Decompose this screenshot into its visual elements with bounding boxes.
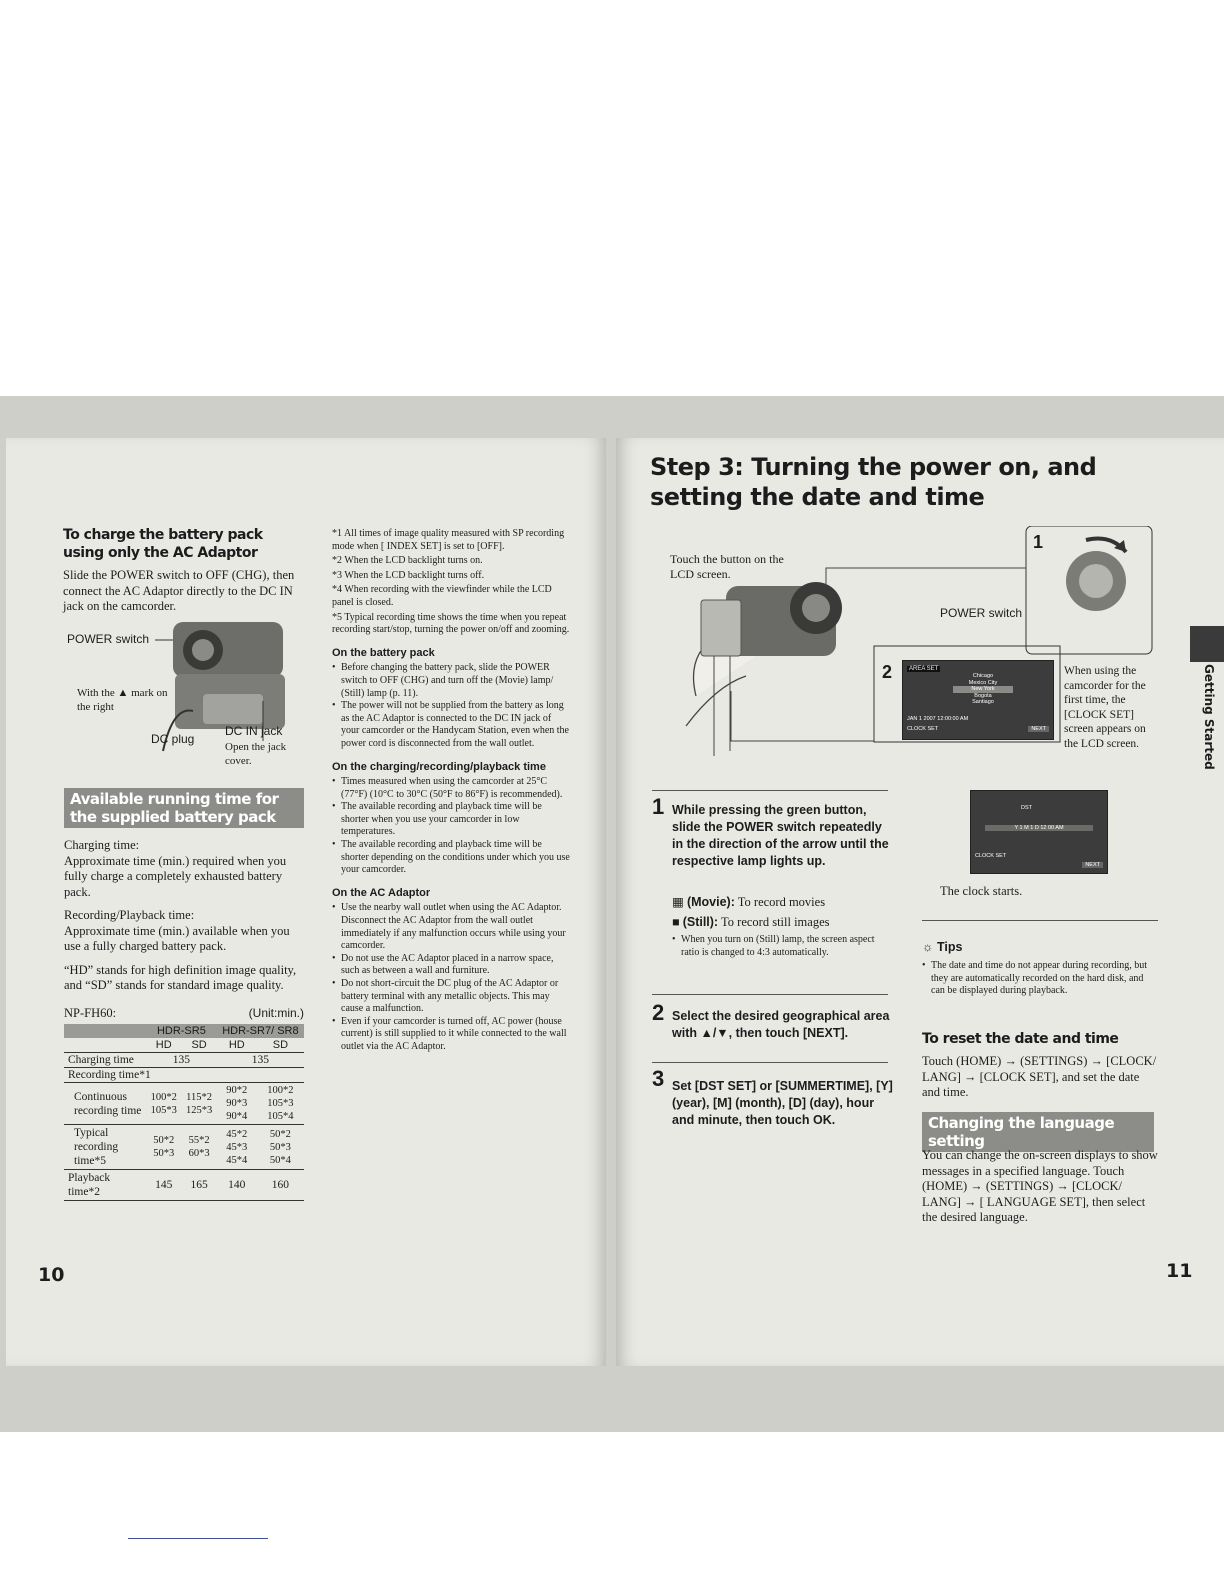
unit-label: (Unit:min.): [248, 1006, 304, 1020]
reset-section: [922, 1030, 1158, 1101]
clock-starts-text: The clock starts.: [940, 884, 1023, 898]
screen-next-button-2: NEXT: [1082, 862, 1103, 868]
table-playback-label: Playback time*2: [64, 1170, 146, 1201]
footer-link-line: [128, 1538, 268, 1539]
tips-item-1: • The date and time do not appear during recording, but they are automatically recorded on the hard disk, and can be displayed during playback.: [931, 960, 1158, 998]
side-tab-marker: [1190, 626, 1224, 662]
ac-item-1: • Use the nearby wall outlet when using the AC Adaptor. Disconnect the AC Adaptor from the wall outlet immediately if any malfunction occurs while using your camcorder.: [341, 902, 570, 952]
charge-ac-section: [63, 526, 303, 615]
screen-city: Chicago: [972, 673, 994, 679]
lamp-legend: [672, 892, 892, 959]
still-note: • When you turn on (Still) lamp, the screen aspect ratio is changed to 4:3 automatically.: [681, 934, 892, 959]
running-time-table: [64, 1024, 304, 1201]
language-heading: Changing the language setting: [922, 1112, 1154, 1152]
battery-item-2: • The power will not be supplied from the battery as long as the AC Adaptor is connected to the DC IN jack of your camcorder or the Handycam Station, even when the power cord is disconnected from the wall outlet.: [341, 700, 570, 750]
table-sd-2: SD: [272, 1039, 289, 1051]
left-page: [6, 438, 606, 1366]
step-number-1: 1: [652, 794, 665, 819]
charge-ac-body: Slide the POWER switch to OFF (CHG), then connect the AC Adaptor directly to the DC IN jack on the camcorder.: [63, 568, 295, 613]
battery-title: On the battery pack: [332, 646, 435, 659]
table-typ-sd2: 50*2 50*3 50*4: [257, 1125, 304, 1170]
battery-item-1: • Before changing the battery pack, slide the POWER switch to OFF (CHG) and turn off the (Movie) lamp/ (Still) lamp (p. 11).: [341, 662, 570, 700]
reset-title: To reset the date and time: [922, 1031, 1119, 1047]
reset-body: Touch (HOME) → (SETTINGS) → [CLOCK/ LANG] → [CLOCK SET], and set the date and time.: [922, 1054, 1157, 1099]
step-number-3: 3: [652, 1066, 665, 1091]
step-text-2: Select the desired geographical area with ▲/▼, then touch [NEXT].: [672, 1009, 890, 1040]
table-hd-2: HD: [228, 1039, 245, 1051]
charging-rec-item-2: • The available recording and playback time will be shorter when you use your camcorder in low temperatures.: [341, 801, 570, 839]
screen-city: Mexico City: [968, 679, 998, 686]
table-charging-v1: 135: [146, 1053, 217, 1068]
area-set-screen: [902, 660, 1054, 740]
when-using-text: When using the camcorder for the first time, the [CLOCK SET] screen appears on the LCD screen.: [1064, 665, 1146, 750]
camera-icon: ■: [672, 915, 680, 929]
still-desc: To record still images: [721, 915, 830, 929]
screen-city: Santiago: [972, 699, 994, 705]
tips-heading: [922, 940, 1158, 954]
screen-area-label: AREA SET: [909, 666, 939, 672]
charging-rec-list: [332, 776, 570, 877]
still-label: (Still):: [682, 915, 719, 929]
table-pb3: 140: [217, 1170, 257, 1201]
side-tab-label: Getting Started: [1202, 664, 1216, 770]
screen-date-row: Y 1 M 1 D 12 00 AM: [985, 825, 1093, 831]
table-hd-1: HD: [155, 1039, 172, 1051]
power-on-figure: [656, 526, 1156, 756]
left-notes-column: [332, 528, 570, 1054]
note-2: *2 When the LCD backlight turns on.: [332, 555, 483, 567]
right-page-number: 11: [1166, 1260, 1193, 1282]
manual-spread: [0, 396, 1224, 1432]
language-body: You can change the on-screen displays to show messages in a specified language. Touch (HOME) → (SETTINGS) → [CLOCK/ LANG] → [ LANGUAGE SET], then select the desired language.: [922, 1148, 1158, 1224]
step1-rule: [652, 790, 888, 791]
fig-num-1: 1: [1033, 532, 1044, 552]
left-page-number: 10: [38, 1264, 65, 1286]
table-charging-v2: 135: [217, 1053, 304, 1068]
fig-dc-plug-label: DC plug: [151, 732, 195, 746]
still-lamp-row: [672, 912, 892, 932]
table-cont-hd1: 100*2 105*3: [146, 1083, 181, 1125]
charging-rec-item-3: • The available recording and playback time will be shorter depending on the conditions under which you use your camcorder.: [341, 839, 570, 877]
table-sd-1: SD: [191, 1039, 207, 1051]
ac-item-2: • Do not use the AC Adaptor placed in a narrow space, such as between a wall and furniture.: [341, 953, 570, 978]
tips-section: [922, 940, 1158, 998]
table-model-sr5: HDR-SR5: [146, 1024, 217, 1038]
table-continuous-label: Continuous recording time: [64, 1083, 146, 1125]
table-typical-label: Typical recording time*5: [64, 1125, 146, 1170]
step3-rule: [652, 1062, 888, 1063]
ac-item-4: • Even if your camcorder is turned off, AC power (house current) is still supplied to it while connected to the wall outlet via the AC Adaptor.: [341, 1016, 570, 1054]
table-recording-label: Recording time*1: [64, 1068, 304, 1083]
running-time-text: [64, 838, 304, 994]
movie-desc: To record movies: [737, 895, 826, 909]
note-3: *3 When the LCD backlight turns off.: [332, 569, 485, 581]
table-pb4: 160: [257, 1170, 304, 1201]
table-typ-hd2: 45*2 45*3 45*4: [217, 1125, 257, 1170]
screen-city-selected: New York: [953, 686, 1013, 693]
running-time-heading: Available running time for the supplied battery pack: [64, 788, 304, 828]
still-note-list: [672, 934, 892, 959]
fig-dc-in-label: DC IN jack: [225, 724, 283, 738]
table-pb2: 165: [181, 1170, 216, 1201]
screen-clock-label: CLOCK SET: [907, 726, 939, 732]
note-4: *4 When recording with the viewfinder while the LCD panel is closed.: [332, 584, 552, 608]
right-page: [616, 438, 1224, 1366]
movie-lamp-row: [672, 892, 892, 912]
table-typ-sd1: 55*2 60*3: [181, 1125, 216, 1170]
charging-rec-item-1: • Times measured when using the camcorder at 25°C (77°F) (10°C to 30°C (50°F to 86°F) is recommended).: [341, 776, 570, 801]
clock-set-screen: [970, 790, 1108, 874]
fig-mark-label: With the ▲ mark on the right: [77, 687, 168, 713]
fig-num-2: 2: [882, 662, 893, 682]
fig-power-switch-label: POWER switch: [940, 606, 1023, 620]
screen-date-label: JAN 1 2007 12:00:00 AM: [907, 716, 969, 722]
step2-rule: [652, 994, 888, 995]
movie-label: (Movie):: [686, 895, 735, 909]
ac-title: On the AC Adaptor: [332, 886, 431, 899]
table-charging-label: Charging time: [64, 1053, 146, 1068]
note-1: *1 All times of image quality measured with SP recording mode when [ INDEX SET] is set to [OFF].: [332, 528, 565, 552]
step-text-1: While pressing the green button, slide the POWER switch repeatedly in the direction of the arrow until the respective lamp lights up.: [672, 803, 889, 868]
charging-rec-title: On the charging/recording/playback time: [332, 760, 546, 773]
step-number-2: 2: [652, 1000, 665, 1025]
screen-city: Bogota: [974, 692, 992, 699]
ac-item-3: • Do not short-circuit the DC plug of the AC Adaptor or battery terminal with any metallic objects. This may cause a malfunction.: [341, 978, 570, 1016]
battery-list: [332, 662, 570, 750]
ac-list: [332, 902, 570, 1053]
table-cont-hd2: 90*2 90*3 90*4: [217, 1083, 257, 1125]
tips-title: Tips: [936, 940, 963, 954]
table-cont-sd2: 100*2 105*3 105*4: [257, 1083, 304, 1125]
screen-clock-set-label: CLOCK SET: [975, 853, 1007, 859]
table-typ-hd1: 50*2 50*3: [146, 1125, 181, 1170]
screen-dst-label: DST: [1021, 805, 1032, 811]
note-5: *5 Typical recording time shows the time when you repeat recording start/stop, turning the power on/off and zooming.: [332, 611, 570, 636]
movie-icon: ▦: [672, 895, 684, 909]
lightbulb-icon: ☼: [922, 940, 934, 954]
step3-title: Step 3: Turning the power on, and setting the date and time: [650, 453, 1097, 511]
screen-next-button: NEXT: [1028, 726, 1049, 732]
charging-time-text: Charging time: Approximate time (min.) required when you fully charge a completely exhausted battery pack.: [64, 838, 287, 899]
np-row: [64, 1006, 304, 1022]
hd-sd-text: “HD” stands for high definition image quality, and “SD” stands for standard image quality.: [64, 962, 297, 992]
table-pb1: 145: [146, 1170, 181, 1201]
table-model-sr7: HDR-SR7/ SR8: [217, 1024, 304, 1038]
fig-power-switch-label: POWER switch: [67, 632, 150, 646]
ac-adaptor-figure: [63, 616, 308, 766]
screen-city-list: [953, 673, 1013, 706]
fig-touch-label: Touch the button on the LCD screen.: [670, 552, 784, 581]
tips-list: [922, 960, 1158, 998]
step-text-3: Set [DST SET] or [SUMMERTIME], [Y] (year), [M] (month), [D] (day), hour and minute, then touch OK.: [672, 1079, 893, 1127]
recording-time-text: Recording/Playback time: Approximate time (min.) available when you use a fully charged battery pack.: [64, 908, 290, 953]
charge-ac-title: To charge the battery pack using only the AC Adaptor: [63, 527, 263, 561]
table-cont-sd1: 115*2 125*3: [181, 1083, 216, 1125]
fig-open-cover-label: Open the jack cover.: [225, 741, 287, 767]
tips-rule: [922, 920, 1158, 921]
np-label: NP-FH60:: [64, 1006, 117, 1020]
